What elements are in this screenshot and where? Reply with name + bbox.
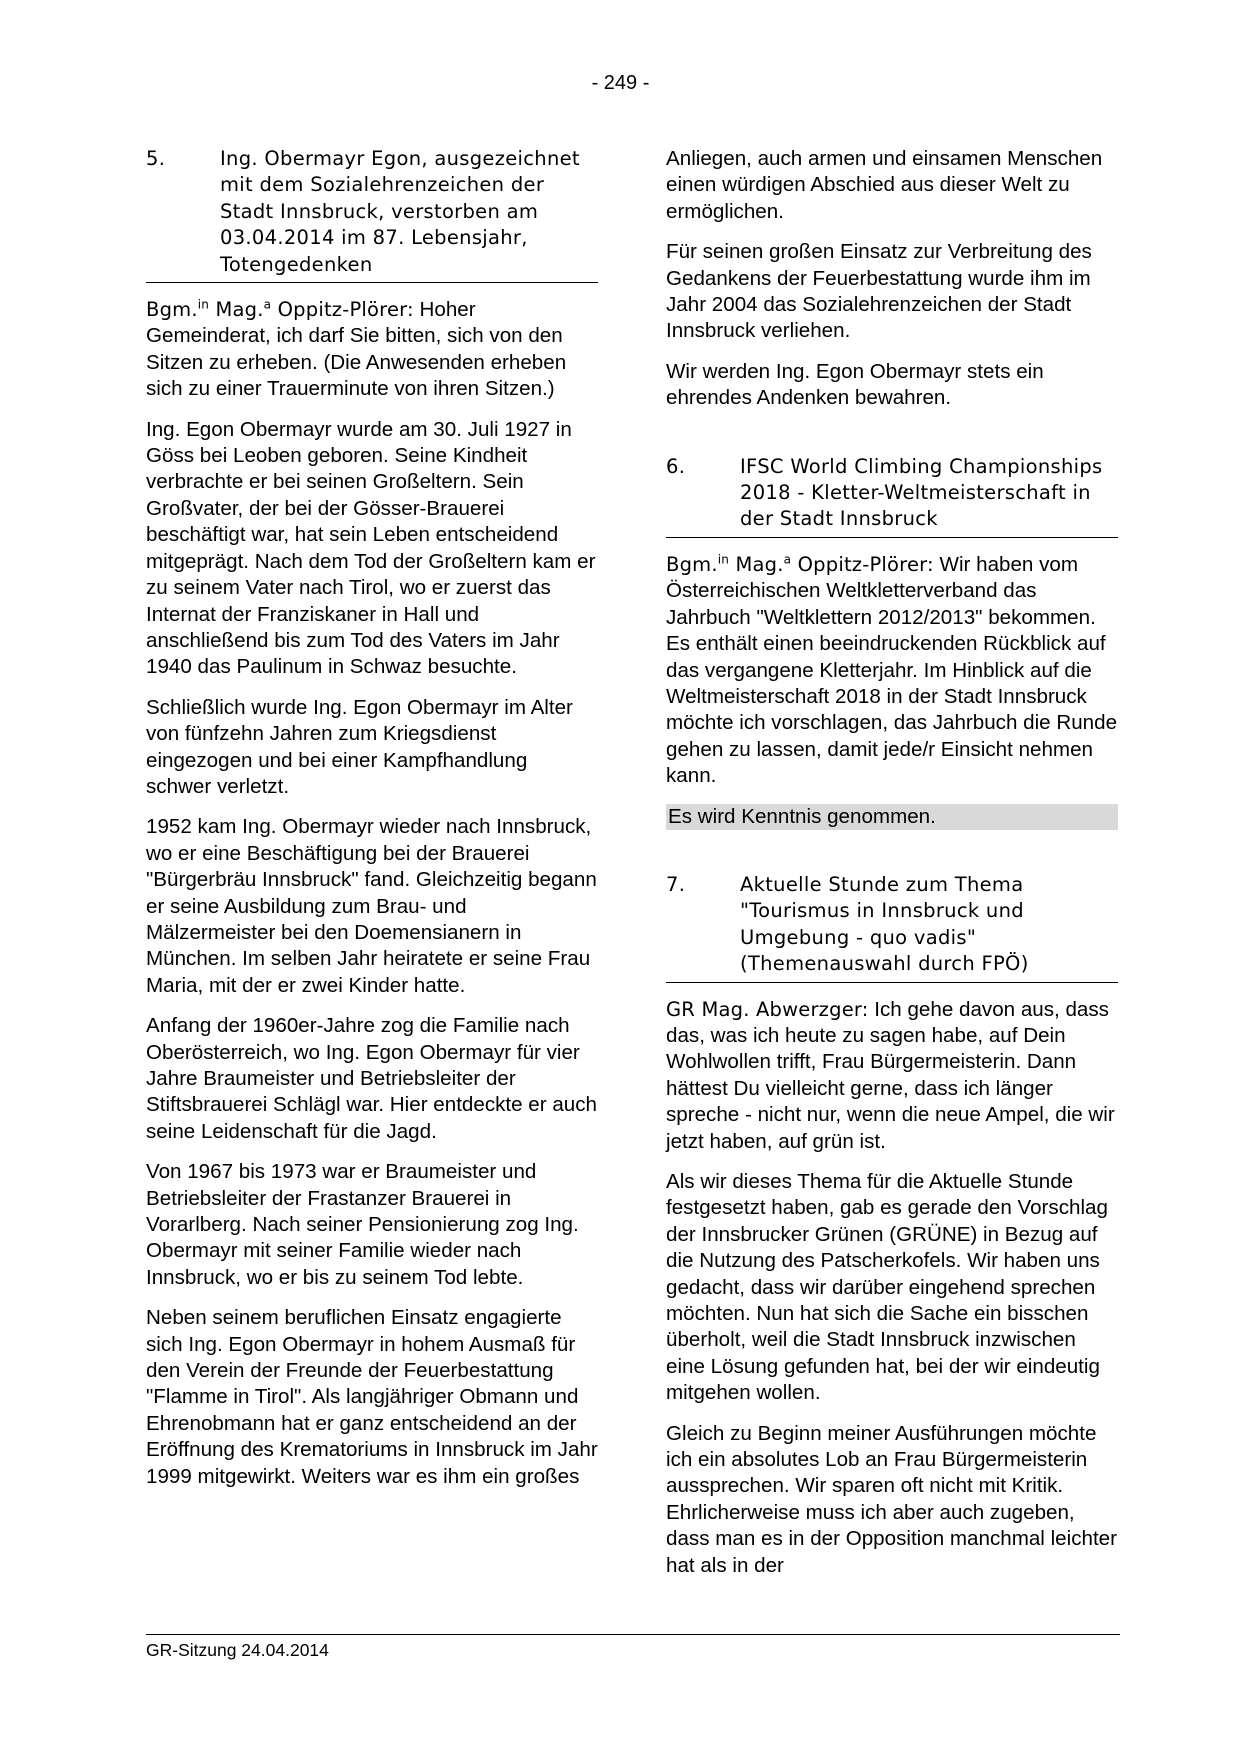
paragraph: 1952 kam Ing. Obermayr wieder nach Innsbruck, wo er eine Beschäftigung bei der Brauerei "Bürgerbräu Innsbruck" fand. Gleichzeitig begann er seine Ausbildung zum Brau- und Mälzermeister bei den Doemensianern in München. Im selben Jahr heiratete er seine Frau Maria, mit der er zwei Kinder hatte.	[146, 815, 597, 997]
paragraph: Ing. Egon Obermayr wurde am 30. Juli 1927 in Göss bei Leoben geboren. Seine Kindheit verbrachte er bei seinen Großeltern. Sein Großvater, der bei der Gösser-Brauerei beschäftigt war, hat sein Leben entscheidend mitgeprägt. Nach dem Tod der Großeltern kam er zu seinem Vater nach Tirol, wo er zuerst das Internat der Franziskaner in Hall und anschließend bis zum Tod des Vaters im Jahr 1940 das Paulinum in Schwaz besuchte.	[146, 417, 596, 679]
agenda-title: IFSC World Climbing Championships 2018 - Kletter-Weltmeisterschaft in der Stadt Innsbruck	[740, 454, 1103, 531]
agenda-heading-6	[666, 454, 1118, 538]
speaker-paragraph	[146, 297, 598, 403]
agenda-title: Aktuelle Stunde zum Thema "Tourismus in Innsbruck und Umgebung - quo vadis" (Themenauswahl durch FPÖ)	[740, 872, 1029, 976]
agenda-heading-7	[666, 872, 1118, 983]
paragraph: Schließlich wurde Ing. Egon Obermayr im Alter von fünfzehn Jahren zum Kriegsdienst eingezogen und bei einer Kampfhandlung schwer verletzt.	[146, 695, 573, 798]
paragraph: Neben seinem beruflichen Einsatz engagierte sich Ing. Egon Obermayr in hohem Ausmaß für den Verein der Freunde der Feuerbestattung "Flamme in Tirol". Als langjähriger Obmann und Ehrenobmann hat er ganz entscheidend an der Eröffnung des Krematoriums in Innsbruck im Jahr 1999 mitgewirkt. Weiters war es ihm ein großes	[146, 1306, 598, 1488]
superscript: in	[717, 552, 730, 567]
speech-text: Hoher Gemeinderat, ich darf Sie bitten, sich von den Sitzen zu erheben. (Die Anwesenden erheben sich zu einer Trauerminute von ihren Sitzen.)	[146, 298, 567, 401]
speaker-title: Bgm.	[666, 552, 718, 576]
speaker-name	[146, 298, 414, 321]
speaker-surname: Oppitz-Plörer:	[791, 552, 934, 576]
page-number: - 249 -	[591, 72, 650, 94]
speech-text: Wir haben vom Österreichischen Weltkletterverband das Jahrbuch "Weltklettern 2012/2013" bekommen. Es enthält einen beeindruckenden Rückblick auf das vergangene Kletterjahr. Im Hinblick auf die Weltmeisterschaft 2018 in der Stadt Innsbruck möchte ich vorschlagen, das Jahrbuch die Runde gehen zu lassen, damit jede/r Einsicht nehmen kann.	[666, 552, 1118, 788]
paragraph: Von 1967 bis 1973 war er Braumeister und Betriebsleiter der Frastanzer Brauerei in Vorarlberg. Nach seiner Pensionierung zog Ing. Obermayr mit seiner Familie wieder nach Innsbruck, wo er bis zu seinem Tod lebte.	[146, 1160, 579, 1289]
superscript: a	[263, 297, 272, 312]
speaker-paragraph	[666, 552, 1118, 790]
speech-text: Ich gehe davon aus, dass das, was ich heute zu sagen habe, auf Dein Wohlwollen trifft, Frau Bürgermeisterin. Dann hättest Du vielleicht gerne, dass ich länger spreche - nicht nur, wenn die neue Ampel, die wir jetzt haben, auf grün ist.	[666, 997, 1115, 1153]
paragraph: Wir werden Ing. Egon Obermayr stets ein ehrendes Andenken bewahren.	[666, 359, 1044, 410]
speaker-paragraph	[666, 997, 1118, 1155]
speaker-degree: Mag.	[729, 552, 784, 576]
paragraph: Als wir dieses Thema für die Aktuelle Stunde festgesetzt haben, gab es gerade den Vorschlag der Innsbrucker Grünen (GRÜNE) in Bezug auf die Nutzung des Patscherkofels. Wir haben uns gedacht, dass wir darüber eingehend sprechen möchten. Nun hat sich die Sache ein bisschen überholt, weil die Stadt Innsbruck inzwischen eine Lösung gefunden hat, bei der wir eindeutig mitgehen wollen.	[666, 1170, 1108, 1405]
agenda-heading-5	[146, 146, 598, 283]
superscript: in	[197, 297, 210, 312]
right-column	[666, 146, 1118, 1593]
speaker-surname: Oppitz-Plörer:	[271, 298, 414, 322]
paragraph: Gleich zu Beginn meiner Ausführungen möchte ich ein absolutes Lob an Frau Bürgermeisterin aussprechen. Wir sparen oft nicht mit Kritik. Ehrlicherweise muss ich aber auch zugeben, dass man es in der Opposition manchmal leichter hat als in der	[666, 1421, 1117, 1577]
paragraph: Anliegen, auch armen und einsamen Menschen einen würdigen Abschied aus dieser Welt zu ermöglichen.	[666, 147, 1103, 223]
paragraph: Anfang der 1960er-Jahre zog die Familie nach Oberösterreich, wo Ing. Egon Obermayr für vier Jahre Braumeister und Betriebsleiter der Stiftsbrauerei Schlägl war. Hier entdeckte er auch seine Leidenschaft für die Jagd.	[146, 1014, 598, 1143]
resolution-note: Es wird Kenntnis genommen.	[666, 804, 1118, 830]
footer-session-date: GR-Sitzung 24.04.2014	[146, 1640, 329, 1660]
speaker-name	[666, 553, 934, 576]
superscript: a	[783, 552, 792, 567]
speaker-name: GR Mag. Abwerzger:	[666, 997, 869, 1021]
agenda-number: 5.	[146, 147, 166, 170]
footer-divider	[146, 1634, 1120, 1635]
agenda-number: 7.	[666, 872, 686, 896]
speaker-degree: Mag.	[209, 298, 264, 322]
speaker-title: Bgm.	[146, 298, 198, 322]
left-column	[146, 146, 598, 1504]
agenda-number: 6.	[666, 454, 686, 478]
agenda-title: Ing. Obermayr Egon, ausgezeichnet mit dem Sozialehrenzeichen der Stadt Innsbruck, verstorben am 03.04.2014 im 87. Lebensjahr, Totengedenken	[220, 147, 580, 276]
paragraph: Für seinen großen Einsatz zur Verbreitung des Gedankens der Feuerbestattung wurde ihm im Jahr 2004 das Sozialehrenzeichen der Stadt Innsbruck verliehen.	[666, 240, 1092, 343]
